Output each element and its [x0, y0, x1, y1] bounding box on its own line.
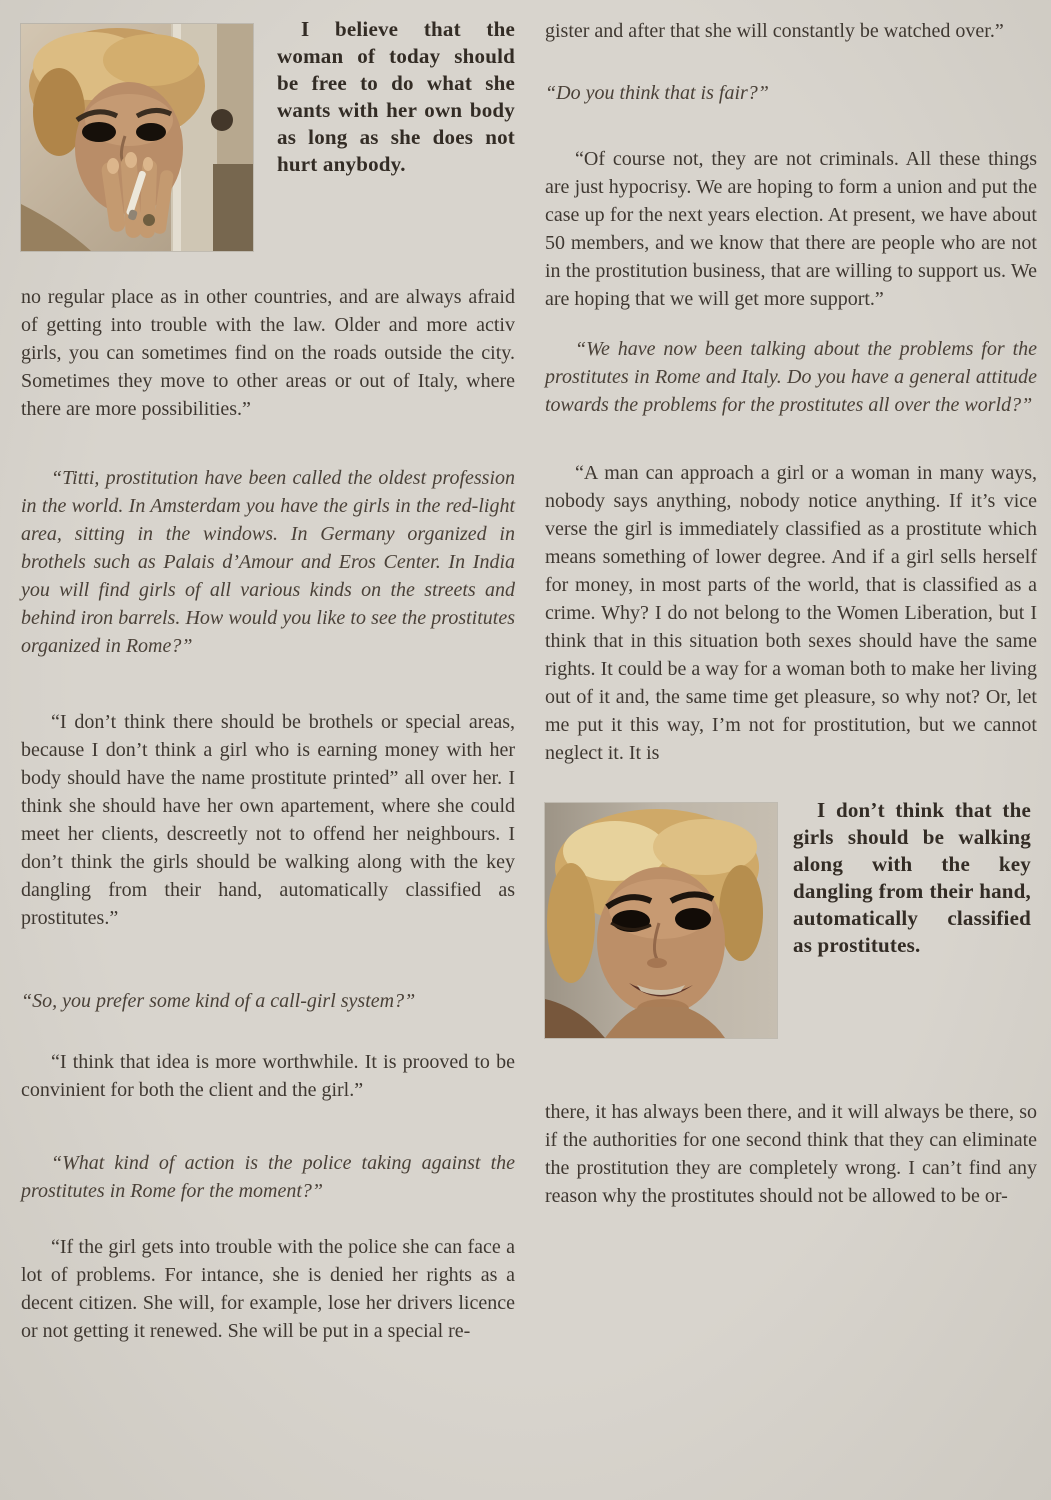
- photo-woman-face: [545, 803, 777, 1038]
- paragraph-continuation: no regular place as in other countries, and are always afraid of getting into trouble with the law. Older and more activ girls, you can sometimes find on the roads outside the city. Sometimes they move to other areas or out of Italy, where there are more possibilities.”: [21, 286, 515, 420]
- interview-question: “We have now been talking about the problems for the prostitutes in Rome and Italy. Do you have a general attitude towards the problems for the prostitutes all over the world?”: [545, 338, 1037, 416]
- second-photo-row: [545, 798, 1037, 1038]
- left-column: [21, 0, 515, 1345]
- pullquote-second: I don’t think that the girls should be walking along with the key dangling from their hand, automatically classified as prostitutes.: [793, 798, 1031, 957]
- lead-photo-row: [21, 17, 515, 251]
- interview-answer: “I don’t think there should be brothels or special areas, because I don’t think a girl who is earning money with her body should have the name prostitute printed” all over her. I think she should have her own apartement, where she could meet her clients, descreetly not to offend her neighbours. I don’t think the girls should be walking along with the key dangling from their hand, automatically classified as prostitutes.”: [21, 711, 515, 929]
- interview-answer: “A man can approach a girl or a woman in many ways, nobody says anything, nobody notice anything. If it’s vice verse the girl is immediately classified as a prostitute which means something of lower degree. And if a girl sells herself for money, in most parts of the world, that is classified as a crime. Why? I do not belong to the Women Liberation, but I think that in this situation both sexes should have the same rights. It could be a way for a woman both to make her living out of it and, the same time get pleasure, so why not? Or, let me put it this way, I’m not for prostitution, but we cannot neglect it. It is: [545, 462, 1037, 764]
- paragraph-continuation: gister and after that she will constantly be watched over.”: [545, 20, 1004, 42]
- doorknob-shape: [211, 109, 233, 131]
- interview-question: “So, you prefer some kind of a call-girl system?”: [21, 990, 416, 1012]
- interview-answer: “Of course not, they are not criminals. All these things are just hypocrisy. We are hoping to form a union and put the case up for the next years election. At present, we have about 50 members, and we know that there are people who are not in the prostitution business, that are willing to support us. We are hoping that we will get more support.”: [545, 148, 1037, 310]
- right-column: [545, 0, 1037, 1210]
- ring-shape: [143, 214, 155, 226]
- interview-answer: “I think that idea is more worthwhile. It is prooved to be convinient for both the client and the girl.”: [21, 1051, 515, 1101]
- interview-question: “Titti, prostitution have been called the oldest profession in the world. In Amsterdam you have the girls in the red-light area, sitting in the windows. In Germany organized in brothels such as Palais d’Amour and Eros Center. In India you will find girls of all various kinds on the streets and behind iron barrels. How would you like to see the prostitutes organized in Rome?”: [21, 467, 515, 657]
- pullquote-lead: I believe that the woman of today should be free to do what she wants with her own body as long as she does not hurt anybody.: [277, 17, 515, 176]
- interview-answer: “If the girl gets into trouble with the police she can face a lot of problems. For intance, she is denied her rights as a decent citizen. She will, for example, lose her drivers licence or not getting it renewed. She will be put in a special re-: [21, 1236, 515, 1342]
- interview-question: “Do you think that is fair?”: [545, 82, 769, 104]
- interview-question: “What kind of action is the police taking against the prostitutes in Rome for the moment?”: [21, 1152, 515, 1202]
- paragraph-continuation: there, it has always been there, and it will always be there, so if the authorities for one second think that they can eliminate the prostitution they are completely wrong. I can’t find any reason why the prostitutes should not be allowed to be or-: [545, 1101, 1037, 1207]
- photo-woman-smoking: [21, 24, 253, 251]
